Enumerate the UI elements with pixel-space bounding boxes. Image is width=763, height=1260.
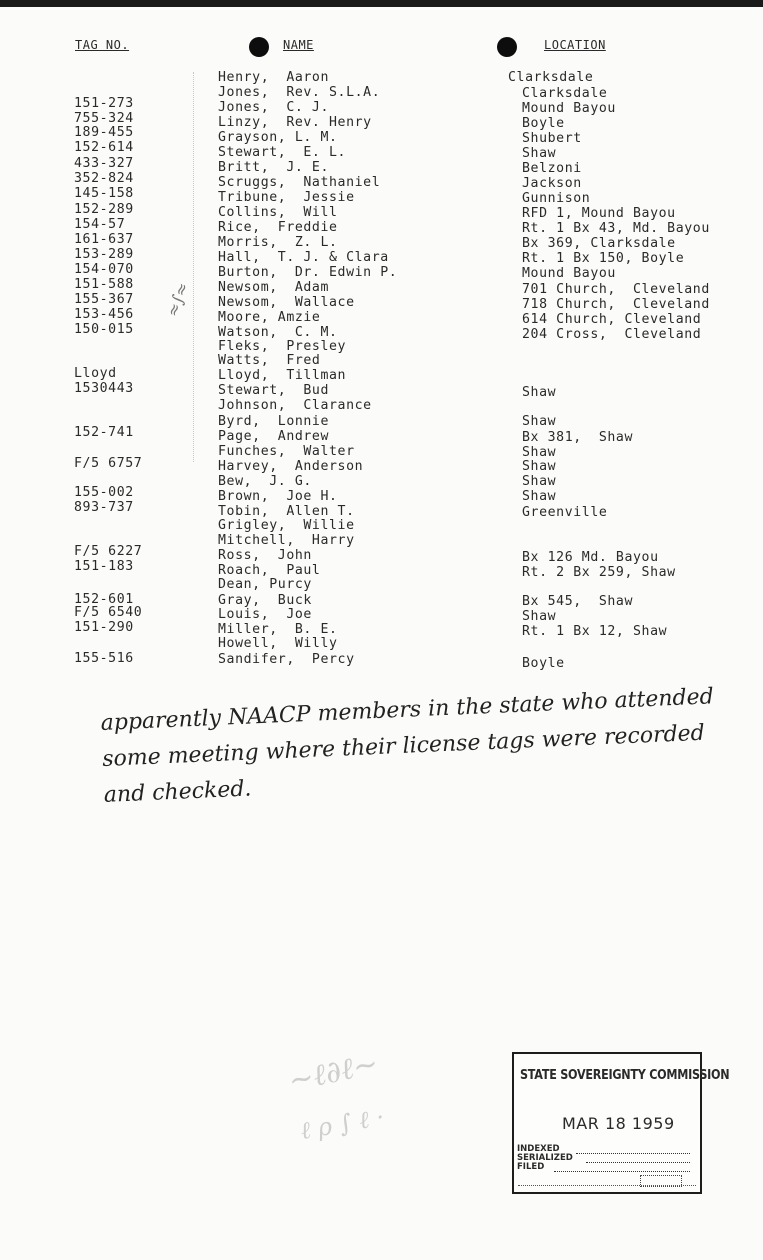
member-location: 701 Church, Cleveland (522, 282, 710, 297)
member-location: 718 Church, Cleveland (522, 297, 710, 312)
tag-number: 352-824 (74, 171, 134, 186)
tag-number: F/5 6757 (74, 456, 143, 471)
tag-number: 161-637 (74, 232, 134, 247)
member-name: Fleks, Presley (218, 339, 347, 354)
member-name: Jones, C. J. (218, 100, 330, 115)
member-location: Rt. 1 Bx 12, Shaw (522, 624, 668, 639)
member-name: Linzy, Rev. Henry (218, 115, 372, 130)
member-name: Scruggs, Nathaniel (218, 175, 381, 190)
member-name: Grigley, Willie (218, 518, 355, 533)
tag-number: 1530443 (74, 381, 134, 396)
member-location: RFD 1, Mound Bayou (522, 206, 676, 221)
member-location: 614 Church, Cleveland (522, 312, 702, 327)
punch-hole-mark (497, 37, 517, 57)
tag-number: 154-57 (74, 217, 126, 232)
member-location: Shaw (522, 414, 557, 429)
stamp-status-indexed: INDEXED (517, 1144, 560, 1154)
tag-number: 145-158 (74, 186, 134, 201)
member-name: Burton, Dr. Edwin P. (218, 265, 398, 280)
member-name: Watts, Fred (218, 353, 321, 368)
member-location: Shaw (522, 459, 557, 474)
margin-scribble: ≈∫≈ (162, 279, 193, 320)
stamp-field-line (576, 1153, 690, 1154)
member-name: Tobin, Allen T. (218, 504, 355, 519)
member-name: Gray, Buck (218, 593, 312, 608)
member-location: Greenville (522, 505, 608, 520)
tag-number: 433-327 (74, 156, 134, 171)
stamp-status-serialized: SERIALIZED (517, 1153, 573, 1163)
member-name: Ross, John (218, 548, 312, 563)
member-name: Tribune, Jessie (218, 190, 355, 205)
stamp-field-line (554, 1171, 690, 1172)
member-location: Gunnison (522, 191, 591, 206)
tag-number: 155-002 (74, 485, 134, 500)
tag-number: 151-290 (74, 620, 134, 635)
received-stamp (512, 1052, 730, 1194)
member-name: Johnson, Clarance (218, 398, 372, 413)
member-name: Jones, Rev. S.L.A. (218, 85, 381, 100)
member-location: 204 Cross, Cleveland (522, 327, 702, 342)
faint-signature: ~ℓ∂ℓ~ (285, 1045, 382, 1100)
tag-number: Lloyd (74, 366, 117, 381)
member-location: Bx 545, Shaw (522, 594, 634, 609)
member-location: Bx 381, Shaw (522, 430, 634, 445)
member-location: Mound Bayou (522, 101, 616, 116)
member-location: Boyle (522, 116, 565, 131)
member-location: Bx 126 Md. Bayou (522, 550, 659, 565)
member-location: Clarksdale (522, 86, 608, 101)
member-location: Bx 369, Clarksdale (522, 236, 676, 251)
handwritten-line: apparently NAACP members in the state who attended (100, 684, 715, 736)
handwritten-line: some meeting where their license tags were recorded (101, 720, 706, 772)
tag-number: 151-588 (74, 277, 134, 292)
member-location: Shaw (522, 609, 557, 624)
member-name: Page, Andrew (218, 429, 330, 444)
tag-number: 151-273 (74, 96, 134, 111)
tag-number: 152-741 (74, 425, 134, 440)
member-location: Rt. 2 Bx 259, Shaw (522, 565, 676, 580)
member-name: Byrd, Lonnie (218, 414, 330, 429)
member-name: Britt, J. E. (218, 160, 330, 175)
tag-number: F/5 6227 (74, 544, 143, 559)
member-name: Louis, Joe (218, 607, 312, 622)
member-name: Miller, B. E. (218, 622, 338, 637)
member-name: Collins, Will (218, 205, 338, 220)
page-top-edge (0, 0, 763, 7)
member-name: Rice, Freddie (218, 220, 338, 235)
stamp-status-filed: FILED (517, 1162, 545, 1172)
member-location: Mound Bayou (522, 266, 616, 281)
member-name: Stewart, E. L. (218, 145, 347, 160)
member-name: Bew, J. G. (218, 474, 312, 489)
handwritten-note (100, 678, 754, 814)
member-name: Funches, Walter (218, 444, 355, 459)
name-header: NAME (283, 38, 314, 52)
member-name: Hall, T. J. & Clara (218, 250, 389, 265)
tag-number: 154-070 (74, 262, 134, 277)
member-name: Brown, Joe H. (218, 489, 338, 504)
member-name: Henry, Aaron (218, 70, 330, 85)
tag-number: F/5 6540 (74, 605, 143, 620)
stamp-box (640, 1175, 682, 1187)
tag-number: 155-367 (74, 292, 134, 307)
handwritten-line: and checked. (103, 776, 252, 808)
tag-number: 150-015 (74, 322, 134, 337)
member-name: Newsom, Adam (218, 280, 330, 295)
stamp-footer (518, 1175, 696, 1186)
member-name: Dean, Purcy (218, 577, 312, 592)
tag-number: 151-183 (74, 559, 134, 574)
member-name: Mitchell, Harry (218, 533, 355, 548)
tag-number: 152-289 (74, 202, 134, 217)
member-name: Harvey, Anderson (218, 459, 364, 474)
member-location: Rt. 1 Bx 150, Boyle (522, 251, 685, 266)
column-divider (193, 72, 194, 462)
member-name: Newsom, Wallace (218, 295, 355, 310)
tag-no-header: TAG NO. (75, 38, 130, 52)
member-location: Shaw (522, 146, 557, 161)
member-name: Watson, C. M. (218, 325, 338, 340)
stamp-field-line (586, 1162, 690, 1163)
location-header: LOCATION (544, 38, 606, 52)
tag-number: 189-455 (74, 125, 134, 140)
member-location: Belzoni (522, 161, 582, 176)
member-location: Shaw (522, 489, 557, 504)
punch-hole-mark (249, 37, 269, 57)
member-location: Rt. 1 Bx 43, Md. Bayou (522, 221, 710, 236)
member-location: Clarksdale (508, 70, 594, 85)
faint-signature: ℓ ρ ∫ ℓ · (298, 1102, 387, 1146)
member-location: Boyle (522, 656, 565, 671)
tag-number: 153-289 (74, 247, 134, 262)
tag-number: 893-737 (74, 500, 134, 515)
stamp-date: MAR 18 1959 (562, 1114, 675, 1133)
member-location: Shaw (522, 385, 557, 400)
tag-number: 153-456 (74, 307, 134, 322)
stamp-title: STATE SOVEREIGNTY COMMISSION (520, 1068, 730, 1083)
tag-number: 755-324 (74, 111, 134, 126)
member-location: Shaw (522, 445, 557, 460)
member-name: Howell, Willy (218, 636, 338, 651)
member-name: Grayson, L. M. (218, 130, 338, 145)
tag-number: 152-601 (74, 592, 134, 607)
member-name: Stewart, Bud (218, 383, 330, 398)
member-location: Shaw (522, 474, 557, 489)
tag-number: 155-516 (74, 651, 134, 666)
member-name: Roach, Paul (218, 563, 321, 578)
member-location: Shubert (522, 131, 582, 146)
member-name: Morris, Z. L. (218, 235, 338, 250)
member-name: Sandifer, Percy (218, 652, 355, 667)
member-location: Jackson (522, 176, 582, 191)
tag-number: 152-614 (74, 140, 134, 155)
member-name: Moore, Amzie (218, 310, 321, 325)
member-name: Lloyd, Tillman (218, 368, 347, 383)
